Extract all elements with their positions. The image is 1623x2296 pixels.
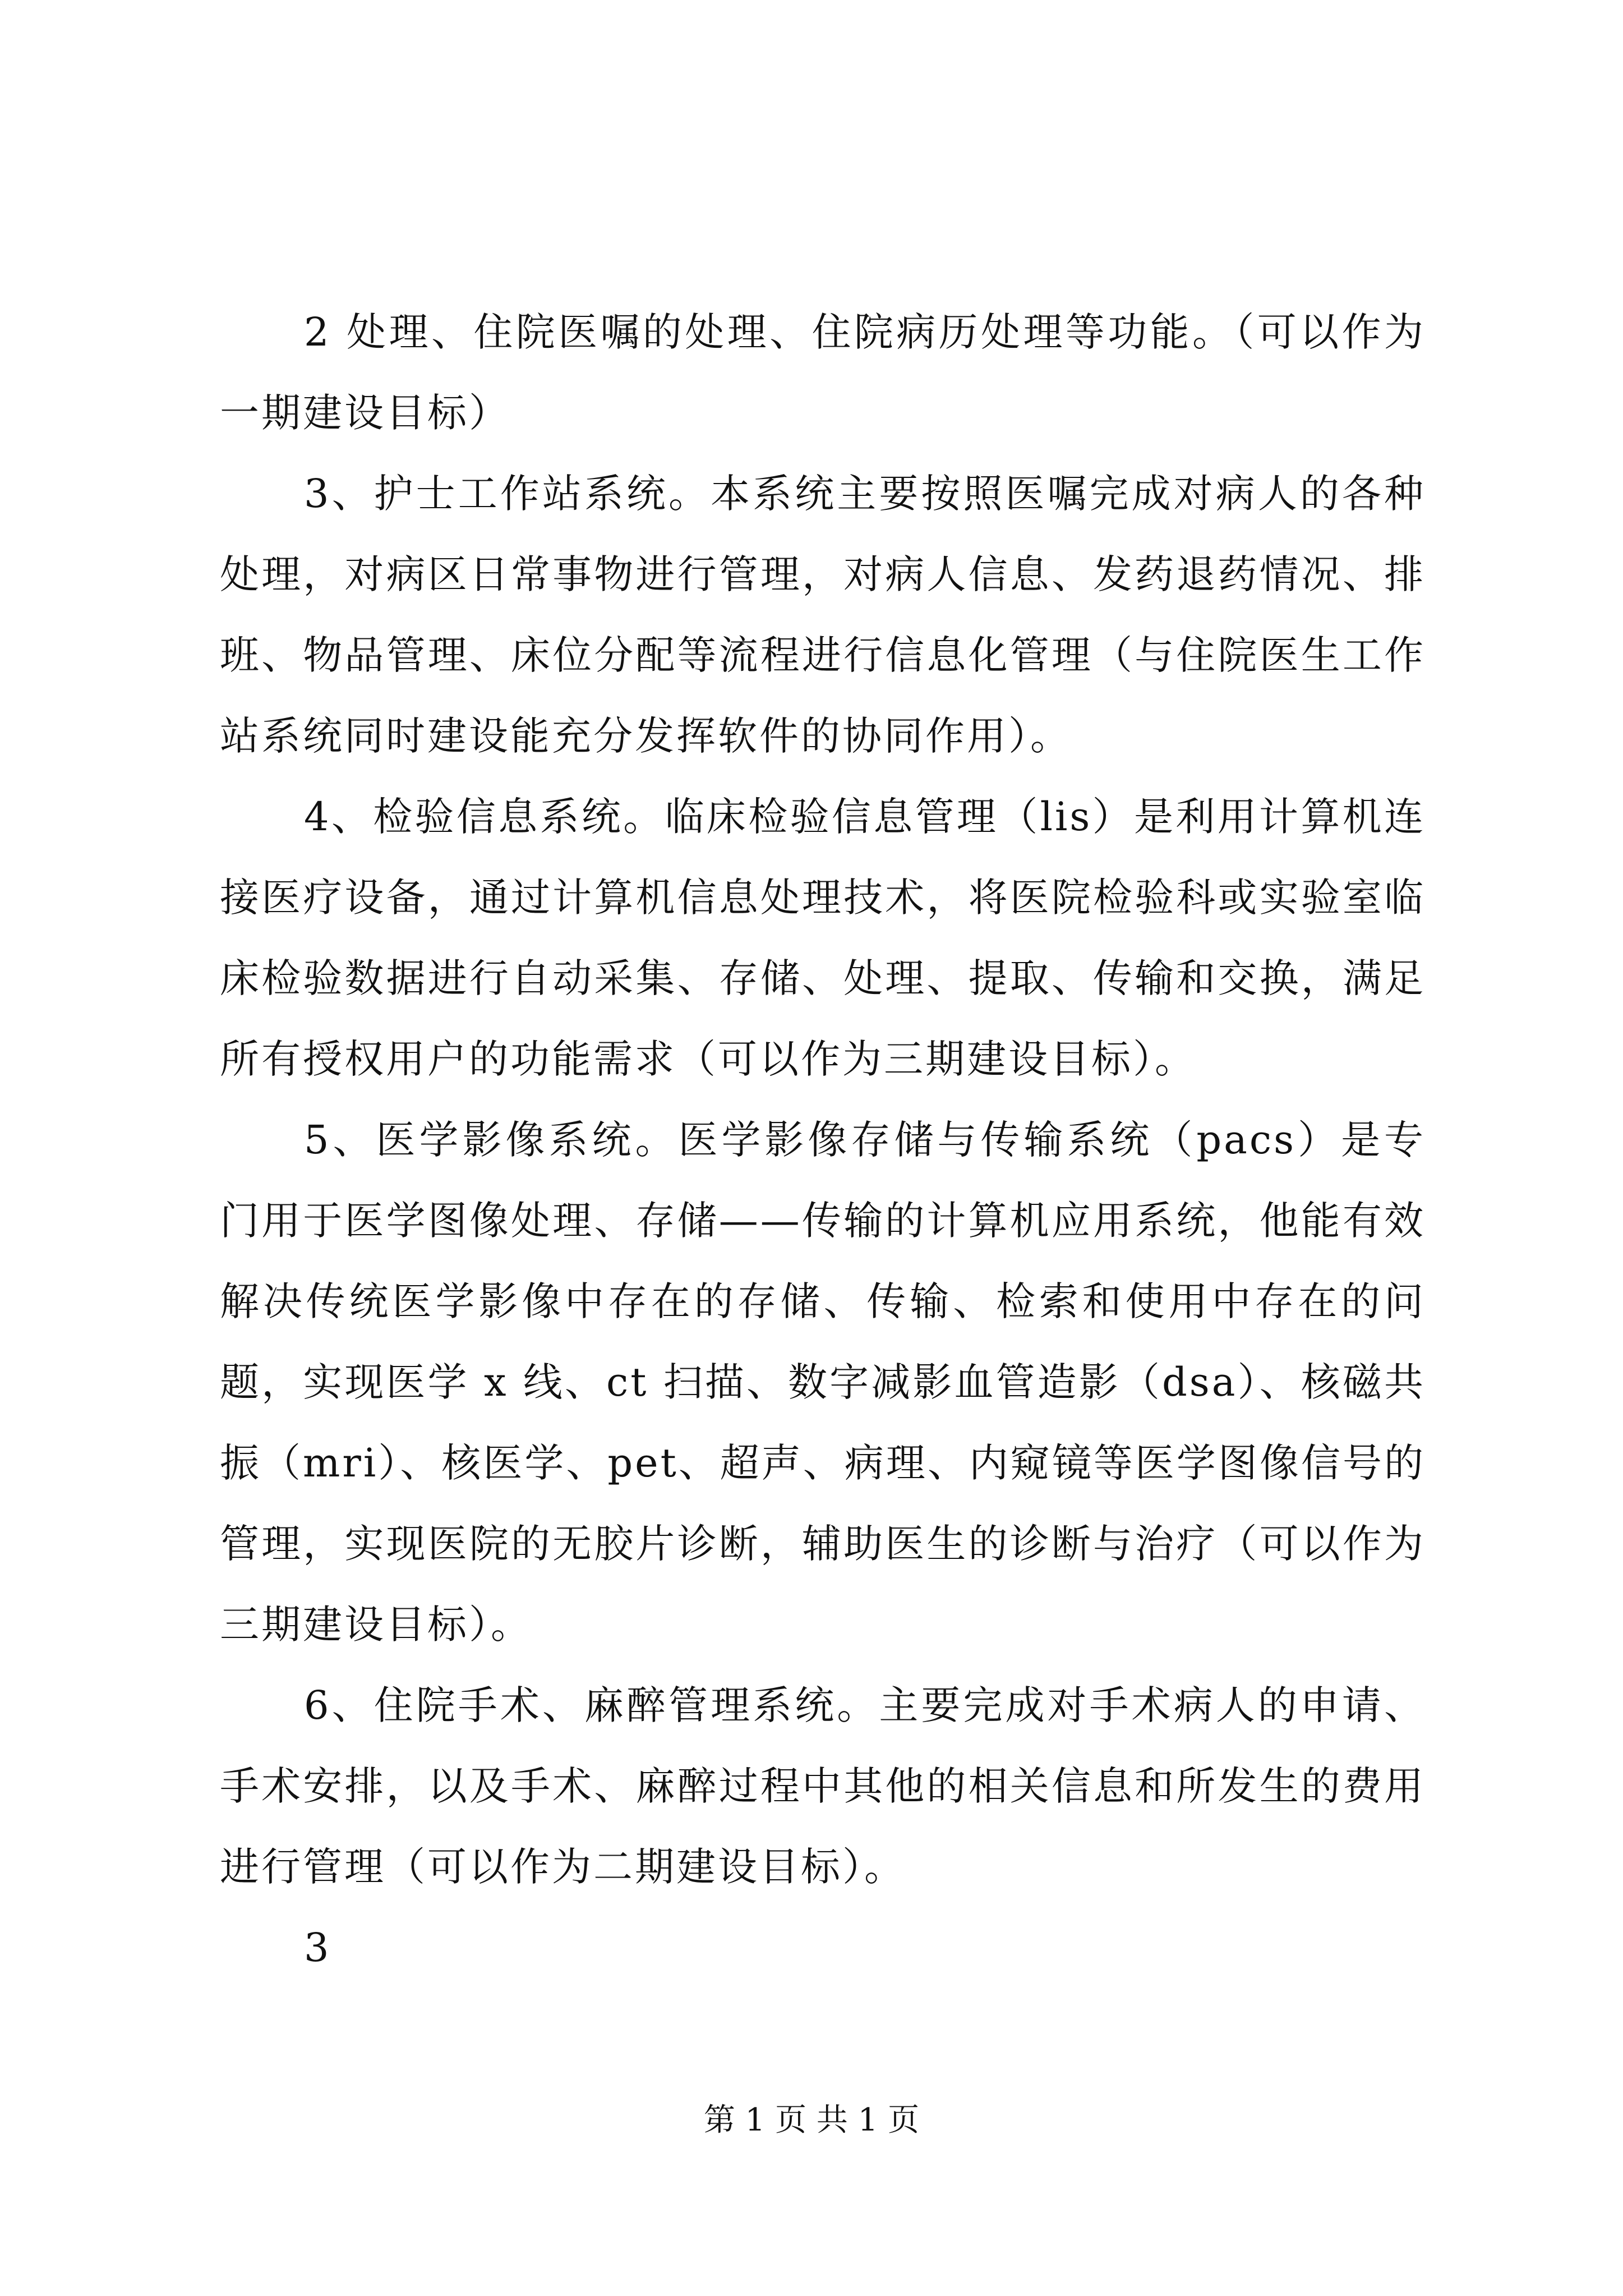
paragraph-lis: 4、检验信息系统。临床检验信息管理（lis）是利用计算机连接医疗设备，通过计算机信息处理技术，将医院检验科或实验室临床检验数据进行自动采集、存储、处理、提取、传输和交换，满足所有授权用户的功能需求（可以作为三期建设目标）。 — [220, 794, 1426, 1082]
document-body — [220, 292, 1426, 1907]
paragraph-continuation: 2 处理、住院医嘱的处理、住院病历处理等功能。（可以作为一期建设目标） — [220, 309, 1426, 436]
paragraph-surgery-anesthesia: 6、住院手术、麻醉管理系统。主要完成对手术病人的申请、手术安排，以及手术、麻醉过程中其他的相关信息和所发生的费用进行管理（可以作为二期建设目标）。 — [220, 1682, 1426, 1890]
trailing-number: 3 — [304, 1925, 329, 1971]
page-footer: 第 1 页 共 1 页 — [703, 2102, 920, 2138]
paragraph-pacs: 5、医学影像系统。医学影像存储与传输系统（pacs）是专门用于医学图像处理、存储——传输的计算机应用系统，他能有效解决传统医学影像中存在的存储、传输、检索和使用中存在的问题，实现医学 x 线、ct 扫描、数字减影血管造影（dsa）、核磁共振（mri）、核医学、pet、超声、病理、内窥镜等医学图像信号的管理，实现医院的无胶片诊断，辅助医生的诊断与治疗（可以作为三期建设目标）。 — [220, 1117, 1426, 1648]
paragraph-nurse-station: 3、护士工作站系统。本系统主要按照医嘱完成对病人的各种处理，对病区日常事物进行管理，对病人信息、发药退药情况、排班、物品管理、床位分配等流程进行信息化管理（与住院医生工作站系统同时建设能充分发挥软件的协同作用）。 — [220, 471, 1426, 759]
